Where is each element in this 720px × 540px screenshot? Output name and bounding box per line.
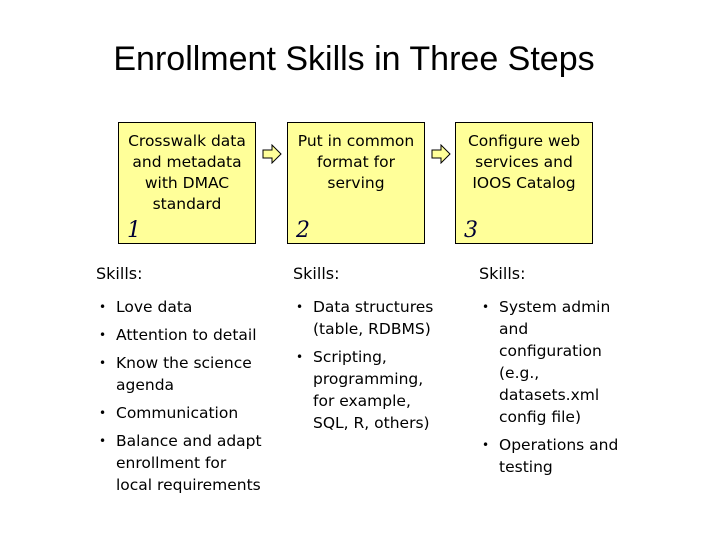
step-box-3 — [455, 122, 593, 244]
step-text-2 — [288, 131, 424, 194]
step-line: format for — [317, 153, 395, 171]
skill-item: • System admin and configuration (e.g., datasets.xml config file) — [479, 296, 649, 428]
skills-list — [479, 296, 649, 478]
step-line: services and — [475, 153, 573, 171]
step-number-3: 3 — [464, 218, 478, 243]
step-line: Put in common — [297, 132, 415, 150]
skills-list — [293, 296, 463, 434]
step-line: and metadata — [132, 153, 242, 171]
step-line: serving — [327, 174, 385, 192]
skills-column-1 — [96, 264, 276, 502]
step-number-1: 1 — [127, 218, 141, 243]
step-line: standard — [152, 195, 222, 213]
right-arrow-icon — [262, 144, 282, 164]
skill-item: • Scripting, programming, for example, SQL, R, others) — [293, 346, 463, 434]
right-arrow-icon — [431, 144, 451, 164]
skills-heading: Skills: — [96, 264, 143, 283]
skills-column-3 — [479, 264, 649, 484]
step-line: IOOS Catalog — [472, 174, 576, 192]
step-box-2 — [287, 122, 425, 244]
page-title: Enrollment Skills in Three Steps — [113, 40, 595, 78]
step-line: Configure web — [467, 132, 581, 150]
skills-list — [96, 296, 276, 496]
step-text-3 — [456, 131, 592, 194]
skill-item: • Operations and testing — [479, 434, 649, 478]
skills-column-2 — [293, 264, 463, 440]
skill-item: • Know the science agenda — [96, 352, 276, 396]
skill-item: • Balance and adapt enrollment for local requirements — [96, 430, 276, 496]
skill-item: • Data structures (table, RDBMS) — [293, 296, 463, 340]
step-line: with DMAC — [144, 174, 230, 192]
skill-item: • Love data — [96, 296, 276, 318]
skills-heading: Skills: — [479, 264, 526, 283]
step-number-2: 2 — [296, 218, 310, 243]
step-text-1 — [119, 131, 255, 215]
step-box-1 — [118, 122, 256, 244]
skills-heading: Skills: — [293, 264, 340, 283]
skill-item: • Attention to detail — [96, 324, 276, 346]
step-line: Crosswalk data — [128, 132, 246, 150]
skill-item: • Communication — [96, 402, 276, 424]
